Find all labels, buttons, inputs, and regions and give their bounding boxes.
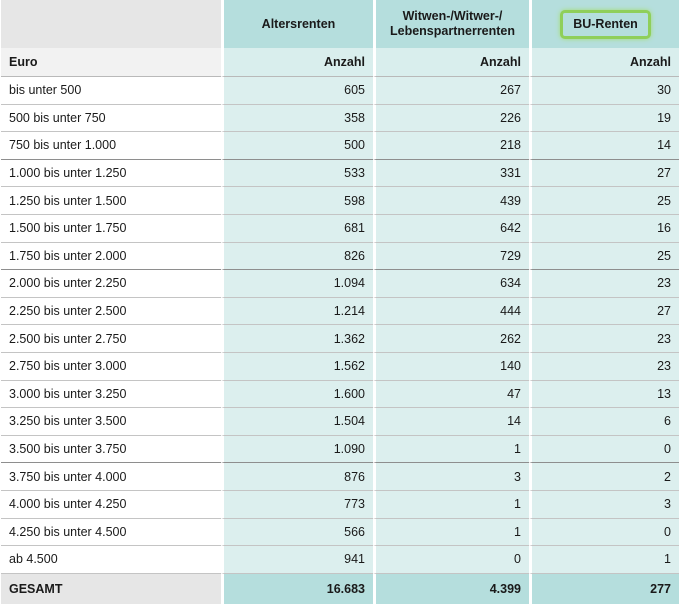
table-row (1, 546, 679, 574)
range-label: 3.750 bis unter 4.000 (1, 463, 221, 491)
witwenrenten-count: 0 (373, 546, 529, 574)
witwenrenten-count: 3 (373, 463, 529, 491)
total-row (1, 574, 679, 604)
header-witwenrenten-line2: Lebenspartnerrenten (389, 24, 516, 38)
header-witwenrenten-line1: Witwen-/Witwer-/ (402, 9, 503, 23)
unit-anzahl-altersrenten: Anzahl (221, 48, 373, 77)
table-row (1, 519, 679, 547)
altersrenten-count: 1.562 (221, 353, 373, 381)
range-label: 1.750 bis unter 2.000 (1, 243, 221, 271)
unit-label-euro: Euro (1, 48, 221, 77)
range-label: 2.250 bis unter 2.500 (1, 298, 221, 326)
witwenrenten-count: 1 (373, 436, 529, 464)
total-label: GESAMT (1, 574, 221, 604)
bu-renten-count: 0 (529, 519, 679, 547)
table-row (1, 77, 679, 105)
range-label: 1.250 bis unter 1.500 (1, 187, 221, 215)
table-row (1, 105, 679, 133)
witwenrenten-count: 331 (373, 160, 529, 188)
range-label: 4.000 bis unter 4.250 (1, 491, 221, 519)
table-row (1, 491, 679, 519)
altersrenten-count: 876 (221, 463, 373, 491)
bu-renten-count: 19 (529, 105, 679, 133)
range-label: 4.250 bis unter 4.500 (1, 519, 221, 547)
table-row (1, 132, 679, 160)
table-row (1, 436, 679, 464)
witwenrenten-count: 14 (373, 408, 529, 436)
altersrenten-count: 941 (221, 546, 373, 574)
bu-renten-count: 1 (529, 546, 679, 574)
range-label: 1.500 bis unter 1.750 (1, 215, 221, 243)
table-row (1, 215, 679, 243)
witwenrenten-count: 218 (373, 132, 529, 160)
altersrenten-count: 605 (221, 77, 373, 105)
altersrenten-count: 773 (221, 491, 373, 519)
header-witwenrenten (373, 0, 529, 48)
range-label: 1.000 bis unter 1.250 (1, 160, 221, 188)
witwenrenten-count: 140 (373, 353, 529, 381)
range-label: 500 bis unter 750 (1, 105, 221, 133)
table-row (1, 408, 679, 436)
altersrenten-count: 1.090 (221, 436, 373, 464)
bu-renten-count: 25 (529, 187, 679, 215)
header-bu-renten (529, 0, 679, 48)
total-altersrenten: 16.683 (221, 574, 373, 604)
witwenrenten-count: 729 (373, 243, 529, 271)
bu-renten-count: 23 (529, 325, 679, 353)
range-label: 750 bis unter 1.000 (1, 132, 221, 160)
table-row (1, 381, 679, 409)
altersrenten-count: 598 (221, 187, 373, 215)
bu-renten-count: 14 (529, 132, 679, 160)
bu-renten-count: 16 (529, 215, 679, 243)
unit-anzahl-bu-renten: Anzahl (529, 48, 679, 77)
witwenrenten-count: 439 (373, 187, 529, 215)
unit-anzahl-witwenrenten: Anzahl (373, 48, 529, 77)
bu-renten-count: 23 (529, 270, 679, 298)
table-row (1, 325, 679, 353)
bu-renten-count: 6 (529, 408, 679, 436)
table-row (1, 298, 679, 326)
altersrenten-count: 681 (221, 215, 373, 243)
table-row (1, 270, 679, 298)
total-bu-renten: 277 (529, 574, 679, 604)
bu-renten-count: 30 (529, 77, 679, 105)
bu-renten-count: 3 (529, 491, 679, 519)
witwenrenten-count: 262 (373, 325, 529, 353)
witwenrenten-count: 642 (373, 215, 529, 243)
witwenrenten-count: 444 (373, 298, 529, 326)
table-row (1, 187, 679, 215)
range-label: bis unter 500 (1, 77, 221, 105)
total-witwenrenten: 4.399 (373, 574, 529, 604)
range-label: 3.500 bis unter 3.750 (1, 436, 221, 464)
altersrenten-count: 1.214 (221, 298, 373, 326)
altersrenten-count: 1.504 (221, 408, 373, 436)
bu-renten-count: 27 (529, 298, 679, 326)
range-label: 2.500 bis unter 2.750 (1, 325, 221, 353)
witwenrenten-count: 1 (373, 491, 529, 519)
bu-renten-highlight-badge: BU-Renten (560, 10, 651, 39)
bu-renten-count: 25 (529, 243, 679, 271)
altersrenten-count: 1.600 (221, 381, 373, 409)
header-row (1, 0, 679, 48)
unit-row (1, 48, 679, 77)
bu-renten-count: 2 (529, 463, 679, 491)
witwenrenten-count: 47 (373, 381, 529, 409)
altersrenten-count: 826 (221, 243, 373, 271)
bu-renten-count: 23 (529, 353, 679, 381)
altersrenten-count: 1.094 (221, 270, 373, 298)
header-blank-cell (1, 0, 221, 48)
witwenrenten-count: 634 (373, 270, 529, 298)
bu-renten-count: 27 (529, 160, 679, 188)
range-label: 2.750 bis unter 3.000 (1, 353, 221, 381)
altersrenten-count: 358 (221, 105, 373, 133)
table-row (1, 463, 679, 491)
bu-renten-count: 13 (529, 381, 679, 409)
range-label: 3.250 bis unter 3.500 (1, 408, 221, 436)
witwenrenten-count: 226 (373, 105, 529, 133)
pension-distribution-table (1, 0, 679, 604)
witwenrenten-count: 1 (373, 519, 529, 547)
altersrenten-count: 533 (221, 160, 373, 188)
bu-renten-count: 0 (529, 436, 679, 464)
table-row (1, 160, 679, 188)
altersrenten-count: 566 (221, 519, 373, 547)
table-body (1, 77, 679, 574)
witwenrenten-count: 267 (373, 77, 529, 105)
altersrenten-count: 1.362 (221, 325, 373, 353)
altersrenten-count: 500 (221, 132, 373, 160)
range-label: ab 4.500 (1, 546, 221, 574)
table-row (1, 353, 679, 381)
range-label: 3.000 bis unter 3.250 (1, 381, 221, 409)
header-altersrenten: Altersrenten (221, 0, 373, 48)
table-row (1, 243, 679, 271)
range-label: 2.000 bis unter 2.250 (1, 270, 221, 298)
